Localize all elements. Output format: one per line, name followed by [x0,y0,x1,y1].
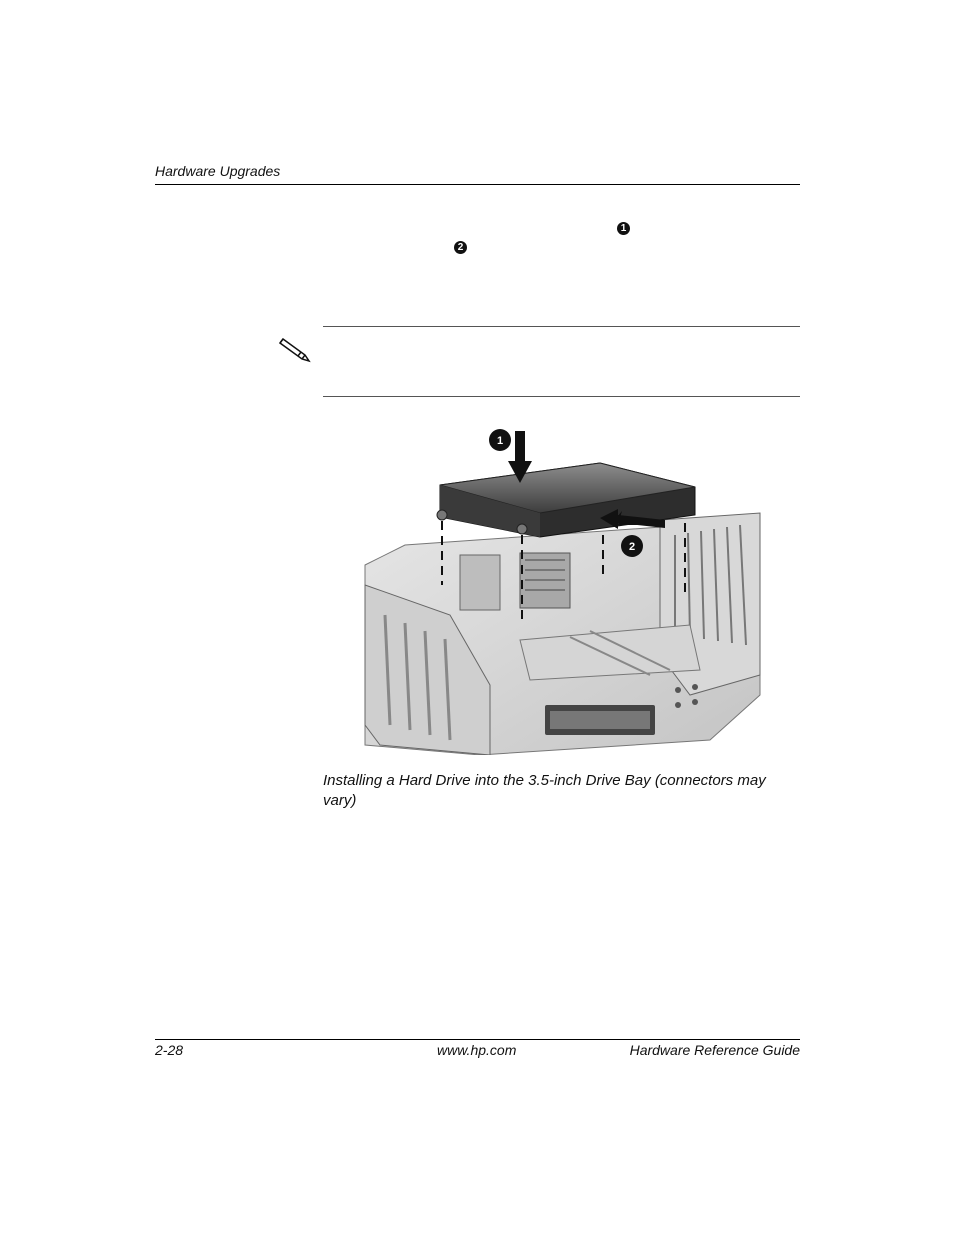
step-callout-1: 1 [617,222,630,235]
figure-callout-2: 2 [628,541,636,553]
note-top-rule [323,326,800,327]
header-rule [155,184,800,185]
footer-rule [155,1039,800,1040]
footer-url: www.hp.com [437,1042,517,1058]
note-bottom-rule [323,396,800,397]
page-number: 2-28 [155,1042,184,1058]
running-header: Hardware Upgrades [155,163,281,179]
footer-guide-title: Hardware Reference Guide [629,1042,800,1058]
figure-caption: Installing a Hard Drive into the 3.5-inch Drive Bay (connectors may vary) [323,772,766,809]
step-callout-2: 2 [454,241,467,254]
figure-callout-1: 1 [496,435,504,447]
pencil-note-icon [279,335,313,363]
hard-drive-installation-figure [360,425,762,755]
figure-callout-1-icon [489,429,511,451]
figure-callout-2-icon [621,535,643,557]
